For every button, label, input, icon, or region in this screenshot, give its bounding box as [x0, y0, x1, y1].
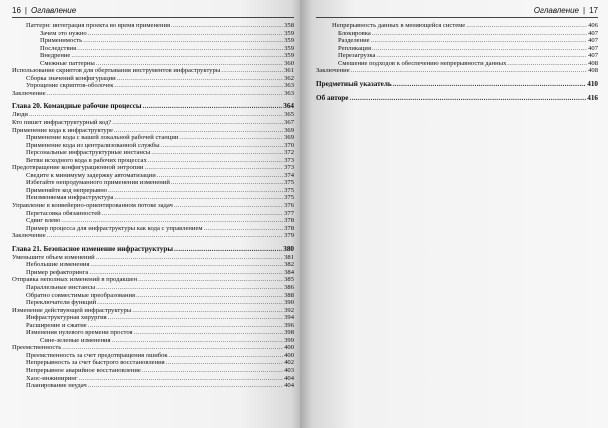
toc-entry-title: Перезагрузка	[338, 52, 376, 60]
toc-entry[interactable]	[316, 37, 598, 45]
toc-entry-title: Об авторе	[316, 93, 349, 102]
toc-page-number: 388	[284, 291, 294, 299]
toc-entry-title: Смешение подходов к обеспечению непрерывности данных	[338, 59, 507, 67]
toc-page-number: 360	[284, 59, 294, 67]
running-head-right	[316, 4, 598, 18]
toc-page-number: 407	[588, 29, 598, 37]
toc-entry[interactable]	[12, 119, 294, 127]
toc-entry[interactable]	[12, 232, 294, 240]
toc-entry-title: Непрерывность данных в меняющейся системе	[332, 22, 466, 29]
toc-page-number: 374	[284, 171, 294, 179]
toc-entry-title: Глава 21. Безопасное изменение инфраструктуры	[12, 244, 174, 253]
toc-entry[interactable]	[12, 307, 294, 315]
table-of-contents-right	[316, 22, 598, 103]
dot-leader	[138, 276, 283, 284]
dot-leader	[371, 37, 588, 45]
toc-entry-title: Предотвращение конфигурационной энтропии	[12, 164, 144, 172]
dot-leader	[166, 359, 283, 367]
toc-entry[interactable]	[12, 30, 294, 38]
toc-entry[interactable]	[316, 67, 598, 75]
toc-entry-title: Заключение	[12, 89, 46, 97]
toc-entry-title: Непрерывность за счет быстрого восстановления	[26, 359, 165, 367]
dot-leader	[112, 337, 284, 345]
dot-leader	[47, 232, 283, 240]
toc-entry-title: Блокировка	[338, 29, 371, 37]
toc-entry-title: Уменьшите объем изменений	[12, 253, 95, 261]
dot-leader	[96, 284, 283, 292]
running-head-left	[12, 4, 294, 18]
toc-entry-title: Применимость	[40, 37, 83, 45]
toc-page-number: 359	[284, 37, 294, 45]
dot-leader	[221, 67, 283, 75]
dot-leader	[61, 217, 283, 225]
toc-page-number: 378	[284, 224, 294, 232]
toc-entry[interactable]	[12, 67, 294, 75]
toc-entry[interactable]	[12, 82, 294, 90]
toc-page-number: 398	[284, 329, 294, 337]
dot-leader	[157, 172, 283, 180]
dot-leader	[97, 299, 283, 307]
toc-entry[interactable]	[12, 210, 294, 218]
running-title: Оглавление	[533, 6, 580, 15]
toc-entry-title: Кто пишет инфраструктурный код?	[12, 119, 112, 127]
toc-page-number: 363	[284, 82, 294, 90]
toc-page-number: 403	[284, 366, 294, 374]
dot-leader	[144, 164, 283, 172]
dot-leader	[47, 90, 283, 98]
toc-entry[interactable]	[12, 329, 294, 337]
toc-entry-title: Применение кода к инфраструктуре	[12, 126, 113, 134]
dot-leader	[179, 134, 283, 142]
toc-page-number: 369	[284, 126, 294, 134]
toc-page-number: 373	[284, 156, 294, 164]
toc-entry-title: Преемственность	[12, 344, 62, 352]
dot-leader	[102, 210, 283, 218]
dot-leader	[29, 111, 283, 119]
dot-leader	[83, 37, 283, 45]
toc-entry[interactable]	[12, 261, 294, 269]
dot-leader	[204, 225, 284, 233]
toc-page-number: 384	[284, 268, 294, 276]
dot-leader	[114, 127, 283, 135]
dot-leader	[351, 67, 587, 75]
page-number: 17	[589, 6, 598, 15]
dot-leader	[466, 22, 587, 30]
dot-leader	[142, 367, 283, 375]
toc-entry-title: Расширение и сжатие	[26, 321, 87, 329]
toc-page-number: 404	[284, 382, 294, 390]
toc-entry[interactable]	[12, 111, 294, 119]
dot-leader	[151, 149, 283, 157]
toc-page-number: 416	[587, 93, 598, 102]
toc-entry-title: Небольшие изменения	[26, 261, 90, 269]
toc-page-number: 407	[588, 52, 598, 60]
toc-entry[interactable]	[12, 187, 294, 195]
toc-page-number: 362	[284, 74, 294, 82]
toc-page-number: 379	[284, 232, 294, 240]
toc-entry[interactable]	[12, 179, 294, 187]
dot-leader	[350, 94, 587, 103]
separator: |	[583, 6, 586, 15]
dot-leader	[372, 45, 587, 53]
toc-entry[interactable]	[12, 344, 294, 352]
toc-page-number: 367	[284, 119, 294, 127]
table-of-contents-left	[12, 22, 294, 390]
toc-page-number: 365	[284, 111, 294, 119]
toc-entry[interactable]	[12, 60, 294, 68]
toc-entry-title: Пример рефакторинга	[26, 268, 89, 276]
toc-entry-title: Инфраструктурная хирургия	[26, 314, 107, 322]
toc-chapter[interactable]	[316, 94, 598, 103]
dot-leader	[169, 352, 284, 360]
toc-page-number: 359	[284, 52, 294, 60]
toc-entry-title: Пример процесса для инфраструктуры как кода с управлением	[26, 224, 203, 232]
toc-chapter[interactable]	[12, 102, 294, 111]
toc-entry[interactable]	[12, 314, 294, 322]
toc-entry[interactable]	[12, 37, 294, 45]
toc-page-number: 359	[284, 44, 294, 52]
toc-entry-title: Переключатели функций	[26, 299, 97, 307]
toc-entry-title: Использование скриптов для обертывания инструментов инфраструктуры	[12, 67, 221, 75]
toc-page-number: 376	[284, 202, 294, 210]
right-page	[300, 0, 608, 428]
toc-entry-title: Изменения нулевого времени простоя	[26, 329, 133, 337]
toc-page-number: 385	[284, 276, 294, 284]
toc-entry[interactable]	[12, 254, 294, 262]
toc-entry[interactable]	[12, 367, 294, 375]
toc-page-number: 364	[283, 102, 294, 111]
dot-leader	[96, 60, 283, 68]
dot-leader	[174, 245, 282, 254]
toc-page-number: 390	[284, 299, 294, 307]
toc-entry-title: Зачем это нужно	[40, 29, 87, 37]
toc-page-number: 381	[284, 253, 294, 261]
toc-entry[interactable]	[12, 22, 294, 30]
toc-page-number: 382	[284, 261, 294, 269]
toc-entry[interactable]	[12, 149, 294, 157]
toc-entry[interactable]	[316, 60, 598, 68]
toc-chapter[interactable]	[12, 245, 294, 254]
toc-page-number: 407	[588, 44, 598, 52]
toc-entry-title: Сдвиг влево	[26, 217, 61, 225]
toc-page-number: 402	[284, 359, 294, 367]
dot-leader	[108, 314, 283, 322]
toc-entry-title: Избегайте непродуманного применения изменений	[26, 179, 170, 187]
toc-entry-title: Преемственность за счет предотвращения ошибок	[26, 351, 168, 359]
dot-leader	[88, 322, 283, 330]
toc-page-number: 408	[588, 59, 598, 67]
toc-entry[interactable]	[12, 322, 294, 330]
toc-entry-title: Ветви исходного кода в рабочих процессах	[26, 156, 147, 164]
toc-page-number: 400	[284, 351, 294, 359]
toc-page-number: 363	[284, 89, 294, 97]
toc-page-number: 375	[284, 194, 294, 202]
dot-leader	[171, 179, 283, 187]
dot-leader	[108, 187, 283, 195]
toc-entry-title: Последствия	[40, 44, 77, 52]
toc-entry-title: Изменение действующей инфраструктуры	[12, 306, 132, 314]
toc-page-number: 358	[284, 22, 294, 29]
toc-entry-title: Неизменяемая инфраструктура	[26, 194, 114, 202]
toc-entry[interactable]	[12, 299, 294, 307]
toc-page-number: 375	[284, 186, 294, 194]
toc-entry[interactable]	[12, 157, 294, 165]
left-page	[0, 0, 300, 428]
toc-entry-title: Упрощение скриптов-оболочек	[26, 82, 114, 90]
toc-entry[interactable]	[12, 217, 294, 225]
toc-entry-title: Планирование неудач	[26, 382, 87, 390]
toc-entry[interactable]	[12, 225, 294, 233]
toc-entry-title: Перетасовка обязанностей	[26, 209, 101, 217]
toc-entry[interactable]	[12, 337, 294, 345]
page-number: 16	[12, 6, 21, 15]
toc-entry[interactable]	[316, 52, 598, 60]
dot-leader	[507, 60, 587, 68]
dot-leader	[112, 119, 283, 127]
toc-entry-title: Смежные паттерны	[40, 59, 95, 67]
dot-leader	[114, 194, 283, 202]
toc-entry-title: Отправка неполных изменений в продакшен	[12, 276, 138, 284]
toc-entry[interactable]	[12, 359, 294, 367]
toc-page-number: 400	[284, 344, 294, 352]
dot-leader	[117, 75, 283, 83]
toc-entry[interactable]	[12, 292, 294, 300]
dot-leader	[161, 142, 284, 150]
toc-entry[interactable]	[12, 382, 294, 390]
dot-leader	[143, 102, 283, 111]
toc-entry-title: Заключение	[12, 232, 46, 240]
toc-entry-title: Заключение	[316, 67, 350, 75]
toc-entry-title: Сине-зеленые изменения	[40, 336, 111, 344]
toc-entry-title: Внедрение	[40, 52, 71, 60]
toc-page-number: 361	[284, 67, 294, 75]
toc-entry-title: Управление в конвейерно-ориентированном потоке задач	[12, 202, 173, 210]
toc-page-number: 396	[284, 321, 294, 329]
toc-entry[interactable]	[12, 269, 294, 277]
toc-page-number: 386	[284, 283, 294, 291]
toc-page-number: 375	[284, 179, 294, 187]
toc-entry-title: Паттерн: интеграция проекта во время применения	[26, 22, 171, 29]
dot-leader	[171, 22, 283, 30]
toc-page-number: 359	[284, 29, 294, 37]
dot-leader	[89, 269, 283, 277]
dot-leader	[71, 52, 283, 60]
toc-entry[interactable]	[12, 164, 294, 172]
toc-page-number: 373	[284, 164, 294, 172]
running-title: Оглавление	[30, 6, 77, 15]
toc-entry-title: Непрерывное аварийное восстановление	[26, 366, 141, 374]
dot-leader	[376, 52, 587, 60]
toc-entry[interactable]	[12, 202, 294, 210]
toc-entry-title: Репликация	[338, 44, 371, 52]
toc-entry-title: Применение кода с вашей локальной рабочей станции	[26, 134, 179, 142]
dot-leader	[62, 344, 283, 352]
toc-entry-title: Параллельные инстансы	[26, 283, 96, 291]
toc-page-number: 377	[284, 209, 294, 217]
toc-entry-title: Сборка значений конфигурации	[26, 74, 116, 82]
toc-entry[interactable]	[12, 194, 294, 202]
toc-page-number: 392	[284, 306, 294, 314]
toc-entry-title: Персональные инфраструктурные инстансы	[26, 149, 151, 157]
dot-leader	[372, 30, 587, 38]
toc-entry-title: Люди	[12, 111, 28, 119]
dot-leader	[174, 202, 283, 210]
dot-leader	[88, 30, 283, 38]
toc-page-number: 404	[284, 374, 294, 382]
toc-page-number: 378	[284, 217, 294, 225]
toc-page-number: 410	[587, 79, 598, 88]
toc-entry[interactable]	[12, 172, 294, 180]
toc-chapter[interactable]	[316, 80, 598, 89]
toc-entry-title: Сведите к минимуму задержку автоматизации	[26, 171, 156, 179]
toc-entry[interactable]	[12, 52, 294, 60]
separator: |	[24, 6, 27, 15]
toc-entry-title: Глава 20. Командные рабочие процессы	[12, 102, 142, 111]
toc-entry[interactable]	[12, 375, 294, 383]
dot-leader	[114, 82, 283, 90]
toc-page-number: 399	[284, 336, 294, 344]
toc-entry-title: Обратно совместимые преобразования	[26, 291, 136, 299]
dot-leader	[393, 80, 587, 89]
toc-entry-title: Применяйте код непрерывно	[26, 186, 108, 194]
toc-page-number: 407	[588, 37, 598, 45]
toc-entry-title: Предметный указатель	[316, 79, 392, 88]
toc-page-number: 369	[284, 134, 294, 142]
dot-leader	[136, 292, 283, 300]
toc-page-number: 380	[283, 244, 294, 253]
dot-leader	[148, 157, 283, 165]
dot-leader	[132, 307, 283, 315]
toc-entry[interactable]	[12, 134, 294, 142]
toc-entry[interactable]	[12, 276, 294, 284]
toc-entry[interactable]	[12, 90, 294, 98]
toc-entry[interactable]	[12, 142, 294, 150]
dot-leader	[79, 375, 284, 383]
toc-entry[interactable]	[12, 75, 294, 83]
toc-entry[interactable]	[12, 45, 294, 53]
toc-entry[interactable]	[12, 352, 294, 360]
dot-leader	[134, 329, 284, 337]
toc-page-number: 370	[284, 141, 294, 149]
dot-leader	[88, 382, 283, 390]
toc-entry[interactable]	[316, 30, 598, 38]
toc-entry[interactable]	[12, 127, 294, 135]
toc-entry-title: Применение кода из централизованной службы	[26, 141, 160, 149]
toc-page-number: 406	[588, 22, 598, 29]
toc-page-number: 372	[284, 149, 294, 157]
dot-leader	[77, 45, 283, 53]
toc-entry[interactable]	[12, 284, 294, 292]
toc-page-number: 394	[284, 314, 294, 322]
toc-entry-title: Разделение	[338, 37, 370, 45]
dot-leader	[96, 254, 283, 262]
toc-page-number: 408	[588, 67, 598, 75]
toc-entry-title: Хаос-инжиниринг	[26, 374, 78, 382]
dot-leader	[90, 261, 283, 269]
toc-entry[interactable]	[316, 45, 598, 53]
toc-entry[interactable]	[316, 22, 598, 30]
